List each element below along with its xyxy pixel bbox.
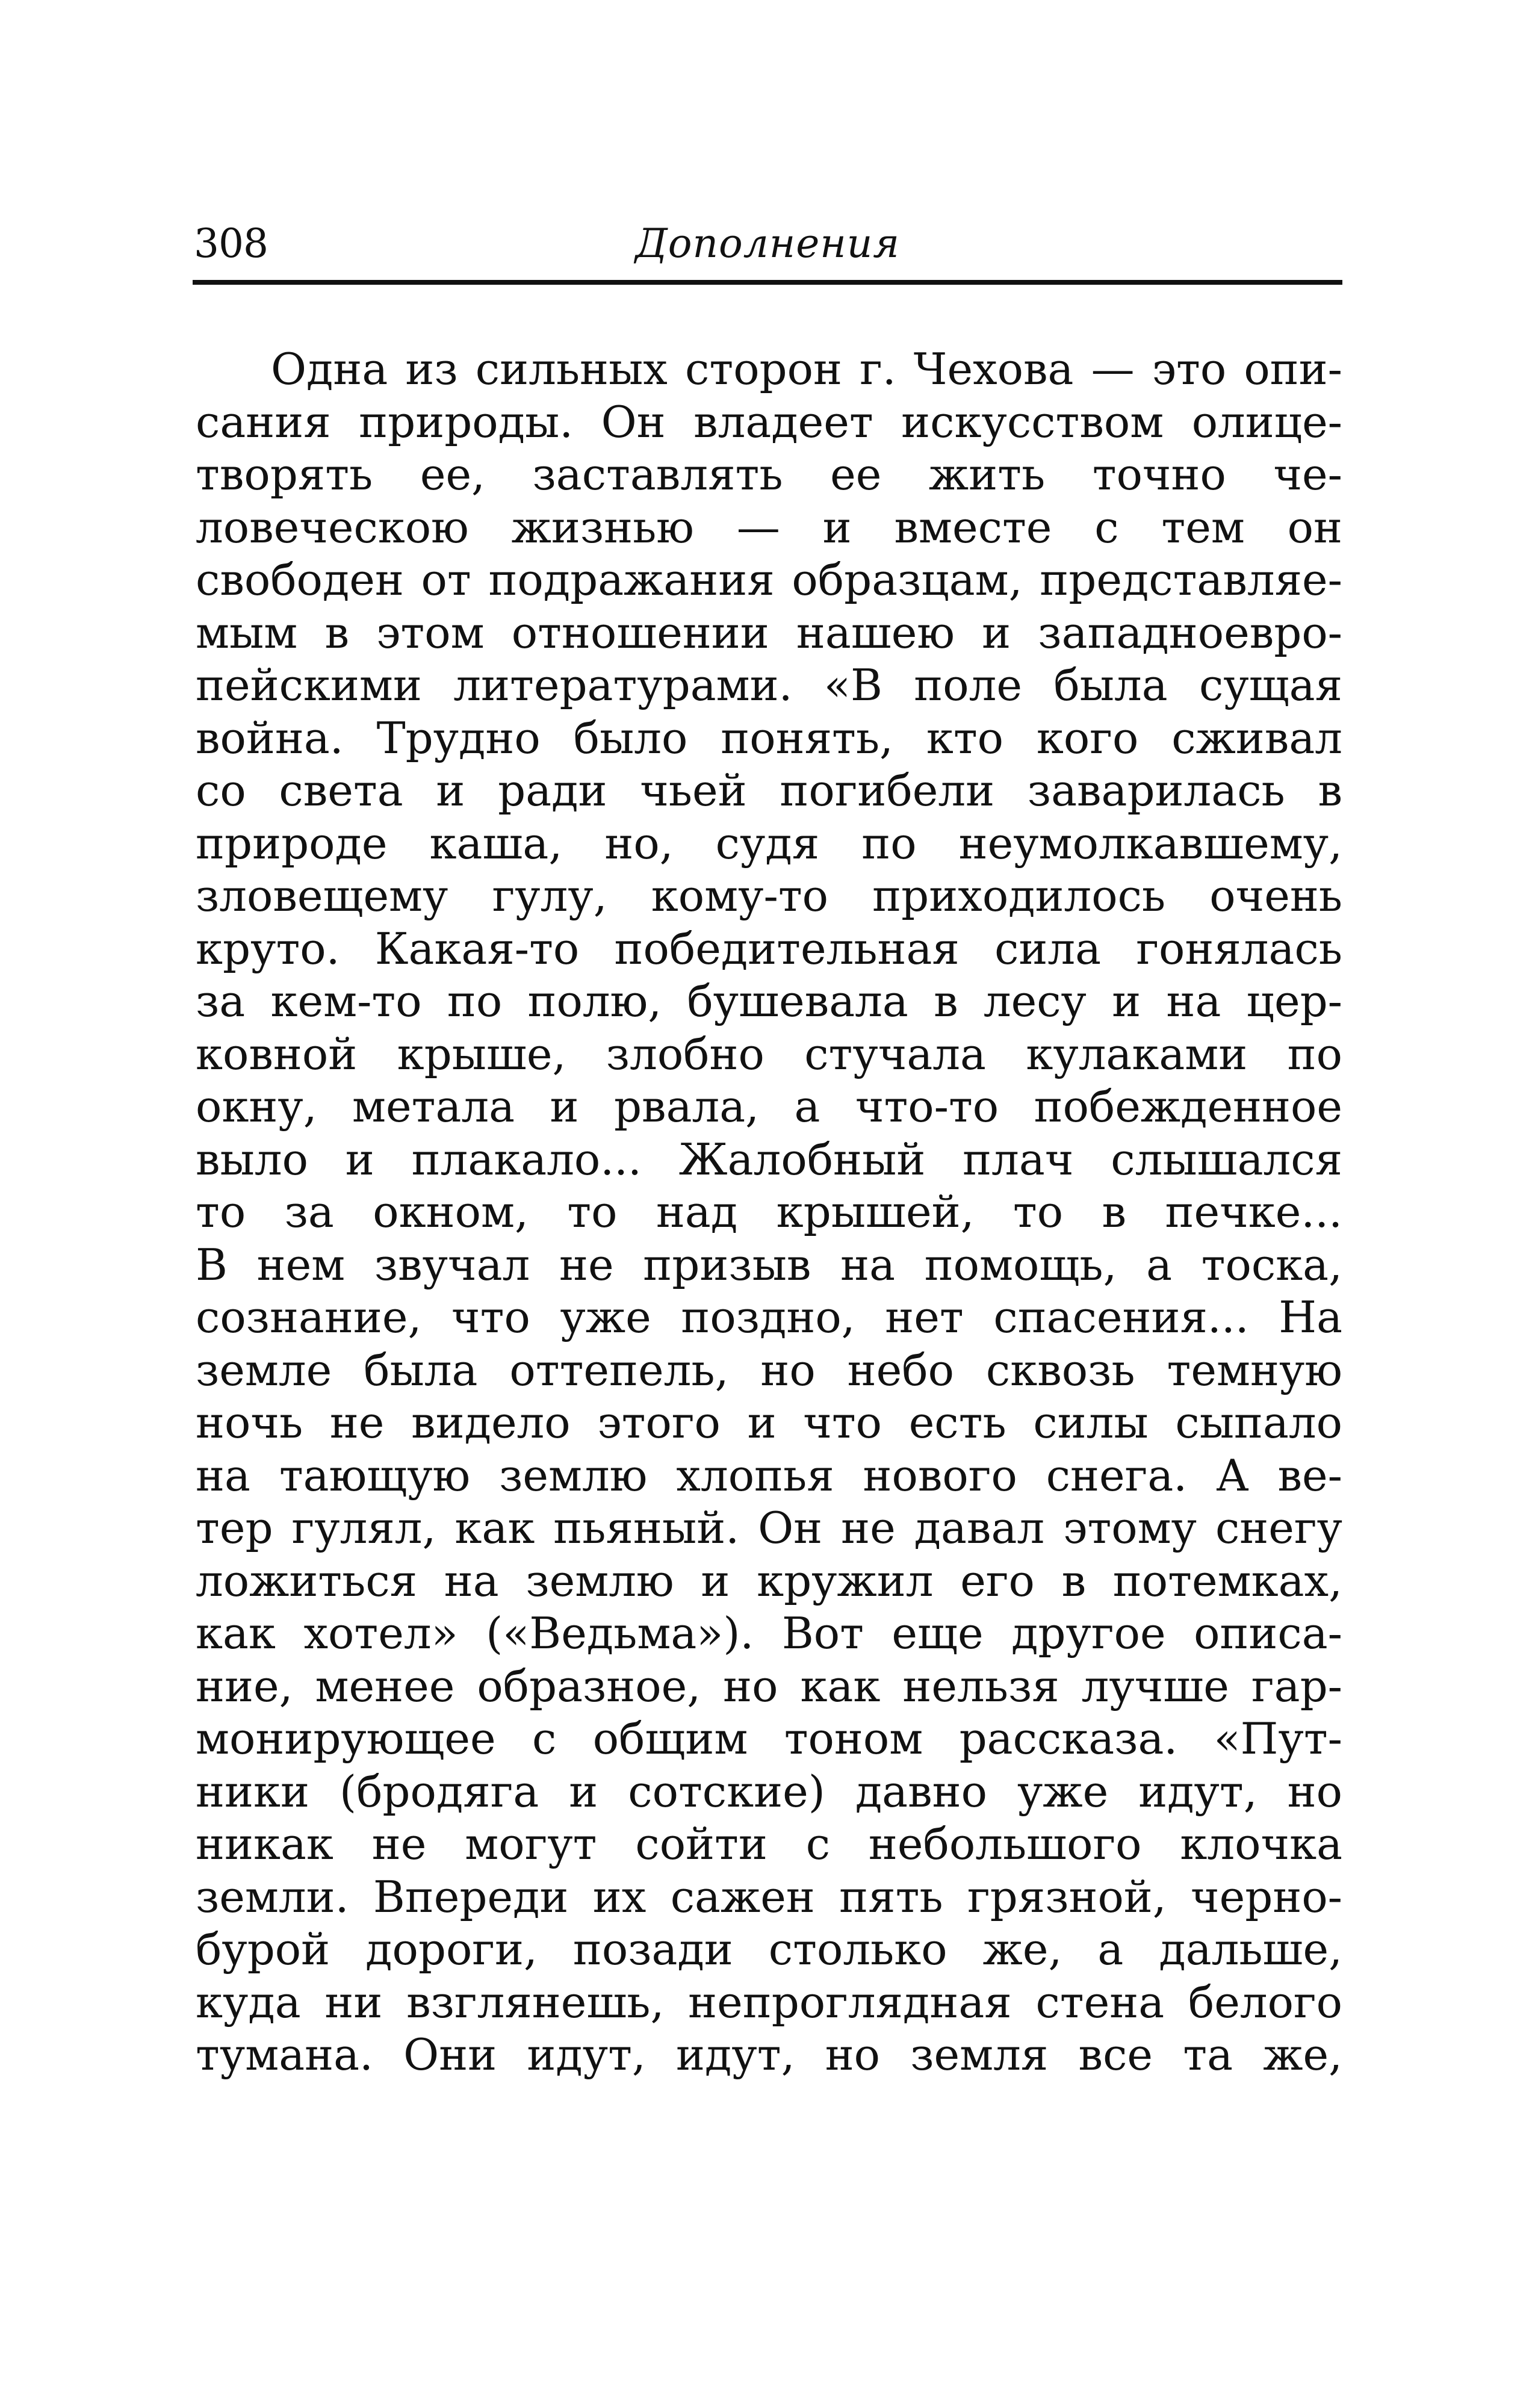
text-line: природе каша, но, судя по неумолкавшему, <box>196 818 1342 869</box>
text-line: никак не могут сойти с небольшого клочка <box>196 1819 1342 1869</box>
text-line: куда ни взглянешь, непроглядная стена белого <box>196 1976 1342 2028</box>
text-line: творять ее, заставлять ее жить точно че- <box>196 449 1342 500</box>
text-line: ночь не видело этого и что есть силы сыпало <box>196 1397 1342 1448</box>
text-line: мым в этом отношении нашею и западноевро- <box>196 607 1342 658</box>
text-line: тер гулял, как пьяный. Он не давал этому снегу <box>196 1503 1342 1553</box>
text-line: круто. Какая-то победительная сила гонялась <box>196 923 1342 974</box>
text-line: ловеческою жизнью — и вместе с тем он <box>196 501 1342 553</box>
running-head <box>193 214 1342 280</box>
section-title: Дополнения <box>635 220 900 267</box>
text-line: как хотел» («Ведьма»). Вот еще другое описа- <box>196 1608 1342 1659</box>
text-line: бурой дороги, позади столько же, а дальше, <box>196 1924 1342 1975</box>
body-text <box>196 343 1342 2082</box>
text-line: зловещему гулу, кому-то приходилось очень <box>196 870 1342 921</box>
text-line: сания природы. Он владеет искусством олице- <box>196 396 1342 447</box>
text-line: выло и плакало... Жалобный плач слышался <box>196 1134 1342 1185</box>
text-line: пейскими литературами. «В поле была сущая <box>196 660 1342 710</box>
page-number: 308 <box>194 220 268 267</box>
text-line: тумана. Они идут, идут, но земля все та же, <box>196 2029 1342 2080</box>
text-line: окну, метала и рвала, а что-то побежденное <box>196 1081 1342 1132</box>
text-line: на тающую землю хлопья нового снега. А ве- <box>196 1450 1342 1501</box>
text-line: то за окном, то над крышей, то в печке... <box>196 1187 1342 1237</box>
text-line: ложиться на землю и кружил его в потемках, <box>196 1555 1342 1606</box>
text-line: со света и ради чьей погибели заварилась в <box>196 765 1342 816</box>
text-line: монирующее с общим тоном рассказа. «Пут- <box>196 1713 1342 1764</box>
text-line: ковной крыше, злобно стучала кулаками по <box>196 1028 1342 1079</box>
text-line: земле была оттепель, но небо сквозь темную <box>196 1344 1342 1395</box>
header-rule <box>193 280 1342 285</box>
text-line: за кем-то по полю, бушевала в лесу и на цер- <box>196 976 1342 1026</box>
text-line: земли. Впереди их сажен пять грязной, черно- <box>196 1871 1342 1922</box>
text-line: Одна из сильных сторон г. Чехова — это опи- <box>271 344 1342 394</box>
text-line: сознание, что уже поздно, нет спасения... На <box>196 1292 1342 1342</box>
text-line: война. Трудно было понять, кто кого сживал <box>196 712 1342 763</box>
text-line: В нем звучал не призыв на помощь, а тоска, <box>196 1239 1342 1290</box>
text-line: ние, менее образное, но как нельзя лучше гар- <box>196 1660 1342 1711</box>
text-line: ники (бродяга и сотские) давно уже идут, но <box>196 1766 1342 1817</box>
text-line: свободен от подражания образцам, представляе- <box>196 554 1342 605</box>
